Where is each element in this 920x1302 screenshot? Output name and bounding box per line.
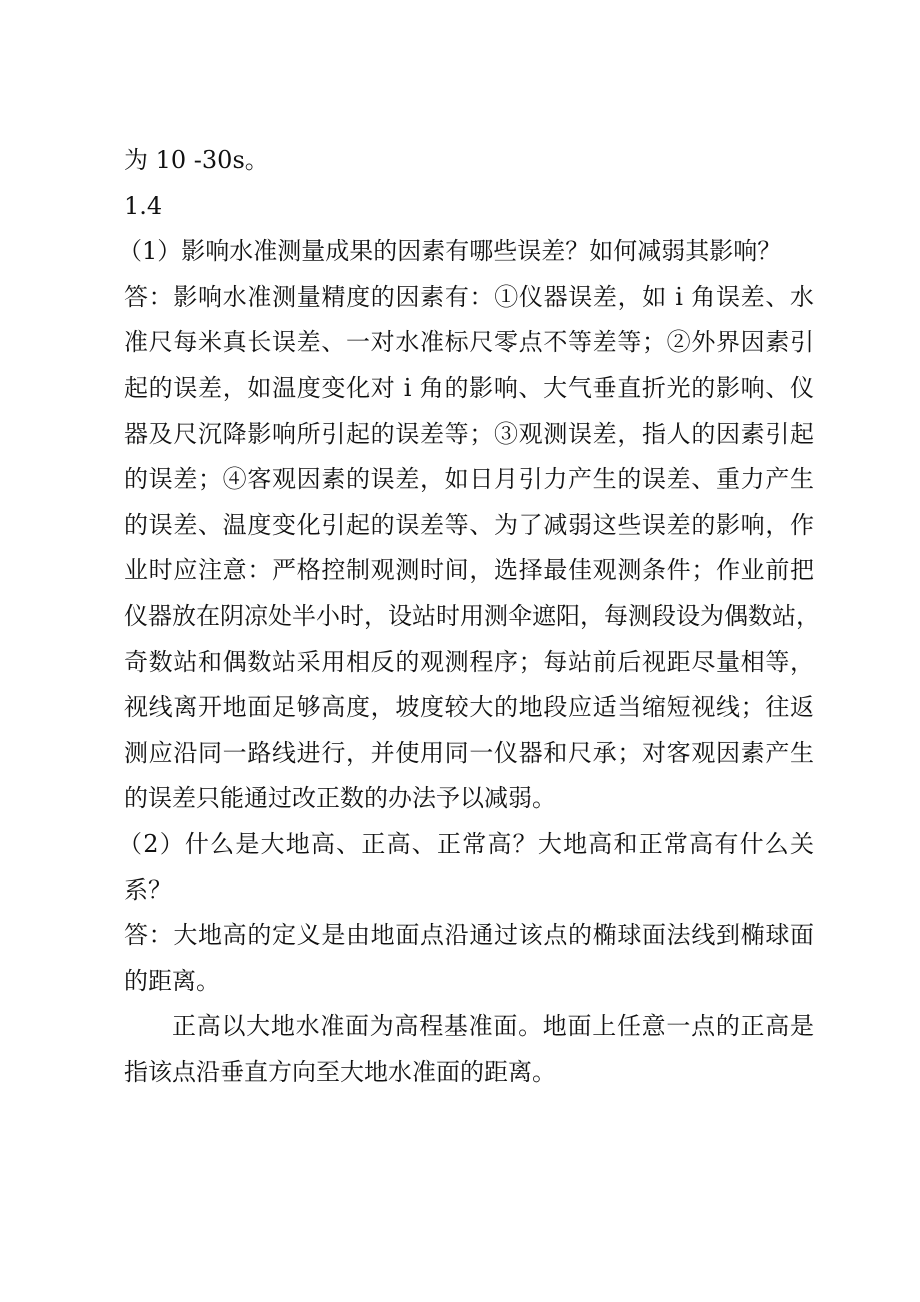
question-heading-end: 系？ (124, 875, 172, 904)
answer-line: 的误差、温度变化引起的误差等、为了减弱这些误差的影响，作 (124, 510, 814, 539)
answer-line: 测应沿同一路线进行，并使用同一仪器和尺承；对客观因素产生 (124, 738, 814, 767)
answer-line: 准尺每米真长误差、一对水准标尺零点不等差等；②外界因素引 (124, 328, 814, 357)
answer-line: 答：大地高的定义是由地面点沿通过该点的椭球面法线到椭球面 (124, 921, 814, 950)
answer-line: 奇数站和偶数站采用相反的观测程序；每站前后视距尽量相等， (124, 647, 814, 676)
section-number: 1.4 (124, 191, 163, 220)
answer-line: 答：影响水准测量精度的因素有：①仪器误差，如 i 角误差、水 (124, 282, 814, 311)
question-heading: （1）影响水准测量成果的因素有哪些误差？如何减弱其影响？ (118, 237, 782, 266)
question-heading: （2）什么是大地高、正高、正常高？大地高和正常高有什么关 (118, 829, 814, 858)
answer-line: 的距离。 (124, 966, 220, 995)
answer-line: 的误差；④客观因素的误差，如日月引力产生的误差、重力产生 (124, 465, 814, 494)
answer-line: 的误差只能通过改正数的办法予以减弱。 (124, 784, 556, 813)
answer-line: 仪器放在阴凉处半小时，设站时用测伞遮阳，每测段设为偶数站， (124, 601, 820, 630)
paragraph-line: 指该点沿垂直方向至大地水准面的距离。 (124, 1057, 556, 1086)
document-page (118, 138, 820, 1095)
answer-line: 起的误差，如温度变化对 i 角的影响、大气垂直折光的影响、仪 (124, 373, 814, 402)
answer-line: 视线离开地面足够高度，坡度较大的地段应适当缩短视线；往返 (124, 693, 814, 722)
answer-line: 器及尺沉降影响所引起的误差等；③观测误差，指人的因素引起 (124, 419, 814, 448)
answer-line: 业时应注意：严格控制观测时间，选择最佳观测条件；作业前把 (124, 556, 814, 585)
paragraph-line: 正高以大地水准面为高程基准面。地面上任意一点的正高是 (172, 1012, 814, 1041)
text-line: 为 10 -30s。 (124, 146, 269, 174)
